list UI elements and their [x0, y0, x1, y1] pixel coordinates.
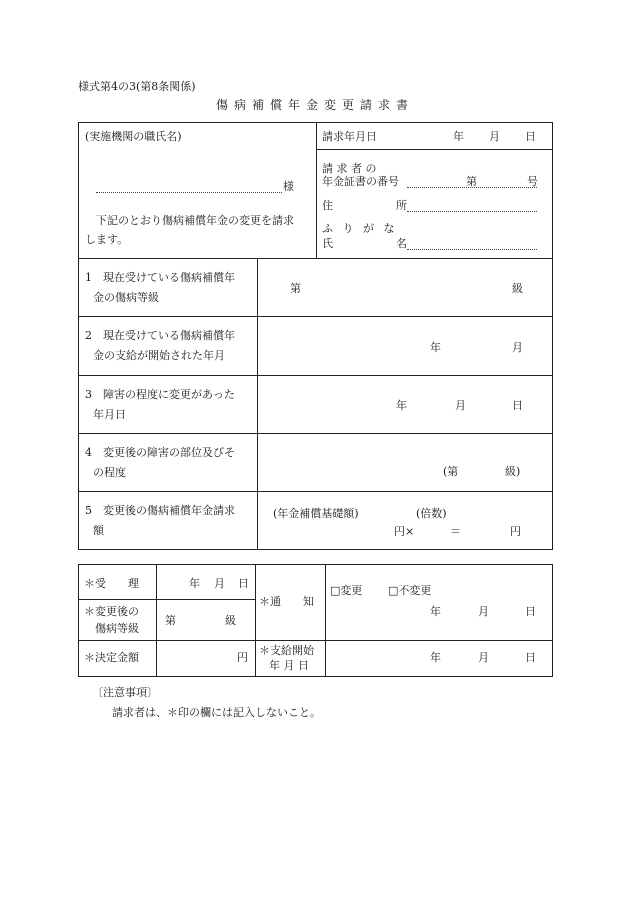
row3-label-2: 年月日 — [93, 408, 126, 421]
row2-label-1: 2 現在受けている傷病補償年 — [85, 329, 235, 342]
row3-day: 日 — [512, 399, 523, 412]
office-col-2 — [255, 564, 256, 677]
notes-body: 請求者は、＊印の欄には記入しないこと。 — [112, 706, 321, 719]
row-line-1 — [78, 258, 553, 259]
row4-label-1: 4 変更後の障害の部位及びそ — [85, 446, 235, 459]
date-day: 日 — [525, 130, 536, 143]
cert-dai: 第 — [466, 175, 477, 188]
org-label: (実施機関の職氏名) — [85, 130, 182, 143]
address-label-2: 所 — [396, 199, 407, 212]
decided-amount-yen: 円 — [237, 651, 248, 664]
form-reference: 様式第4の3(第8条関係) — [78, 80, 196, 93]
form-title: 傷病補償年金変更請求書 — [215, 98, 414, 112]
result-yen: 円 — [510, 525, 521, 538]
base-amount-label: (年金補償基礎額) — [273, 507, 359, 520]
notice-month: 月 — [478, 605, 489, 618]
receipt-year: 年 — [189, 577, 200, 590]
changed-checkbox[interactable]: □変更 — [330, 584, 363, 597]
notice-label: ＊通 知 — [259, 595, 314, 608]
row5-label-1: 5 変更後の傷病補償年金請求 — [85, 504, 235, 517]
row4-kyu: 級) — [505, 465, 521, 478]
claimant-label-1: 請 求 者 の — [322, 162, 377, 175]
office-row-line-1 — [78, 599, 255, 600]
notes-heading: 〔注意事項〕 — [92, 686, 158, 699]
date-row-line — [316, 149, 553, 150]
receipt-month: 月 — [214, 577, 225, 590]
notice-year: 年 — [430, 605, 441, 618]
request-text-line1: 下記のとおり傷病補償年金の変更を請求 — [96, 214, 294, 227]
office-col-3 — [325, 564, 326, 677]
row-line-3 — [78, 375, 553, 376]
top-divider — [316, 122, 317, 258]
payment-start-month: 月 — [478, 651, 489, 664]
row-line-2 — [78, 316, 553, 317]
row1-kyu: 級 — [512, 282, 523, 295]
receipt-label: ＊受 理 — [84, 577, 139, 590]
notice-day: 日 — [525, 605, 536, 618]
row3-month: 月 — [455, 399, 466, 412]
furigana-label: ふ り が な — [322, 222, 398, 235]
org-name-field[interactable] — [96, 192, 282, 193]
name-label-2: 名 — [396, 237, 407, 250]
payment-start-year: 年 — [430, 651, 441, 664]
row1-dai: 第 — [290, 282, 301, 295]
row2-month: 月 — [512, 341, 523, 354]
payment-start-day: 日 — [525, 651, 536, 664]
decided-amount-label: ＊決定金額 — [84, 651, 139, 664]
new-grade-kyu: 級 — [225, 614, 236, 627]
row4-label-2: の程度 — [93, 466, 126, 479]
row1-label-1: 1 現在受けている傷病補償年 — [85, 271, 235, 284]
request-date-label: 請求年月日 — [322, 130, 377, 143]
yen-times: 円× — [394, 525, 415, 538]
date-year: 年 — [453, 130, 464, 143]
date-month: 月 — [489, 130, 500, 143]
label-value-divider — [257, 258, 258, 550]
row4-dai: (第 — [443, 465, 459, 478]
row5-label-2: 額 — [93, 524, 104, 537]
unchanged-checkbox[interactable]: □不変更 — [388, 584, 432, 597]
office-row-line-2 — [78, 640, 553, 641]
address-field[interactable] — [407, 211, 537, 212]
equals-sign: ＝ — [450, 525, 461, 538]
name-field[interactable] — [407, 249, 537, 250]
new-grade-dai: 第 — [165, 614, 176, 627]
row3-year: 年 — [396, 399, 407, 412]
name-label-1: 氏 — [322, 237, 333, 250]
request-text-line2: します。 — [85, 233, 129, 246]
multiplier-label: (倍数) — [416, 507, 447, 520]
row3-label-1: 3 障害の程度に変更があった — [85, 388, 235, 401]
row1-label-2: 金の傷病等級 — [93, 291, 159, 304]
address-label-1: 住 — [322, 199, 333, 212]
row-line-4 — [78, 433, 553, 434]
row2-label-2: 金の支給が開始された年月 — [93, 349, 225, 362]
payment-start-label-2: 年 月 日 — [269, 659, 309, 672]
receipt-day: 日 — [238, 577, 249, 590]
new-grade-label-2: 傷病等級 — [95, 622, 139, 635]
cert-go: 号 — [527, 175, 538, 188]
new-grade-label-1: ＊変更後の — [84, 605, 139, 618]
claimant-label-2: 年金証書の番号 — [322, 175, 399, 188]
office-col-1 — [156, 564, 157, 677]
row2-year: 年 — [430, 341, 441, 354]
row-line-5 — [78, 491, 553, 492]
sama-honorific: 様 — [283, 180, 294, 193]
payment-start-label-1: ＊支給開始 — [259, 644, 314, 657]
